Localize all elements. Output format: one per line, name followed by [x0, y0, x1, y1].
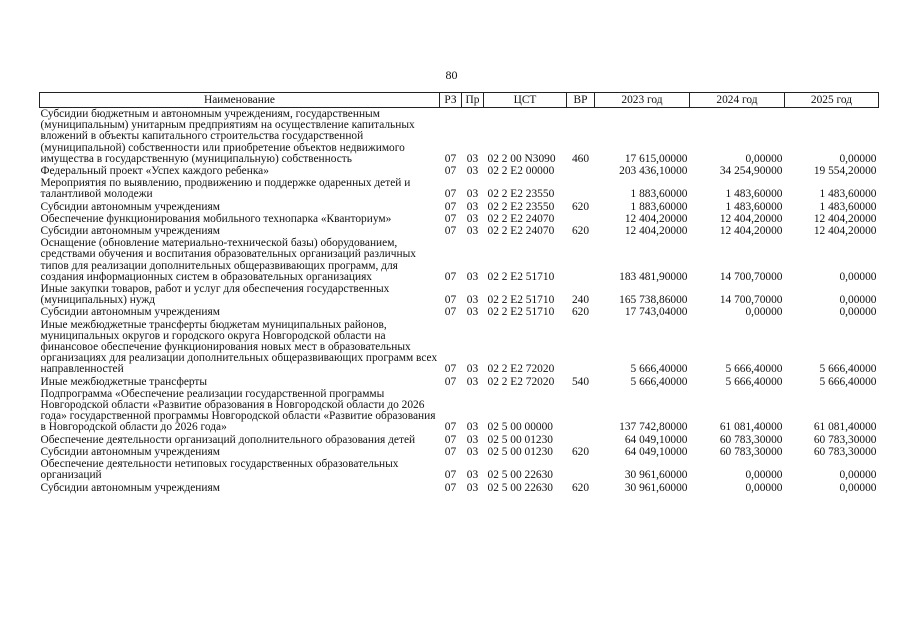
header-2025: 2025 год — [785, 93, 879, 108]
row-2023-value: 17 743,04000 — [624, 306, 688, 319]
row-vr: 620 — [571, 445, 590, 458]
row-2023-value: 1 883,60000 — [630, 188, 688, 201]
row-2024-value: 60 783,30000 — [719, 445, 783, 458]
row-2023-value: 64 049,10000 — [624, 445, 688, 458]
row-cst: 02 2 E2 23550 — [487, 200, 555, 213]
row-cst: 02 5 00 00000 — [487, 421, 553, 434]
row-vr — [567, 434, 595, 446]
table-row — [40, 165, 879, 177]
row-pr: 03 — [466, 433, 479, 446]
row-2024-value: 12 404,20000 — [719, 225, 783, 238]
row-2025-value: 61 081,40000 — [813, 421, 877, 434]
header-row — [40, 93, 879, 108]
row-name: Иные межбюджетные трансферты — [40, 375, 208, 388]
table-row — [40, 108, 879, 166]
row-pr: 03 — [466, 165, 479, 178]
row-2023-value: 5 666,40000 — [630, 375, 688, 388]
table-row — [40, 177, 879, 200]
row-cst: 02 5 00 01230 — [487, 433, 553, 446]
row-cst: 02 2 E2 24070 — [487, 212, 555, 225]
row-pr: 03 — [466, 294, 479, 307]
row-rz: 07 — [444, 165, 457, 178]
row-2024-value: 1 483,60000 — [725, 200, 783, 213]
row-name: Обеспечение функционирования мобильного технопарка «Кванториум» — [40, 212, 392, 225]
table-row — [40, 201, 879, 213]
row-cst: 02 2 E2 23550 — [487, 188, 555, 201]
row-2025-value: 0,00000 — [839, 152, 877, 165]
row-vr: 620 — [571, 306, 590, 319]
row-rz: 07 — [444, 433, 457, 446]
row-2025-value: 0,00000 — [839, 306, 877, 319]
row-rz: 07 — [444, 152, 457, 165]
row-vr — [567, 213, 595, 225]
row-2024-value: 14 700,70000 — [719, 294, 783, 307]
row-2025-value: 1 483,60000 — [819, 188, 877, 201]
row-2024-value: 14 700,70000 — [719, 270, 783, 283]
row-name: Иные закупки товаров, работ и услуг для обеспечения государственных (муниципальных) нужд — [40, 283, 390, 307]
row-2024-value: 1 483,60000 — [725, 188, 783, 201]
row-2023-value: 203 436,10000 — [619, 165, 688, 178]
row-cst: 02 2 E2 72020 — [487, 363, 555, 376]
row-2024-value: 12 404,20000 — [719, 212, 783, 225]
row-2023-value: 1 883,60000 — [630, 200, 688, 213]
row-2024-value: 60 783,30000 — [719, 433, 783, 446]
row-2024-value: 0,00000 — [745, 306, 783, 319]
row-2024-value: 61 081,40000 — [719, 421, 783, 434]
row-cst: 02 2 E2 24070 — [487, 225, 555, 238]
row-2024-value: 34 254,90000 — [719, 165, 783, 178]
row-cst: 02 2 E2 51710 — [487, 306, 555, 319]
row-2024-value: 0,00000 — [745, 481, 783, 494]
row-cst: 02 5 00 01230 — [487, 445, 553, 458]
row-2023-value: 5 666,40000 — [630, 363, 688, 376]
row-2025-value: 1 483,60000 — [819, 200, 877, 213]
table-row — [40, 482, 879, 494]
header-vr: ВР — [567, 93, 595, 108]
page-number: 80 — [445, 68, 458, 82]
table-row — [40, 319, 879, 376]
table-row — [40, 434, 879, 446]
row-rz: 07 — [444, 188, 457, 201]
row-name: Оснащение (обновление материально-технической базы) оборудованием, средствами обучения и воспитания образовательных организаций различных типов для реализации дополнительных общеразвивающих программ, для создания информационных систем в образовательных организациях — [40, 237, 416, 283]
row-pr: 03 — [466, 152, 479, 165]
row-pr: 03 — [466, 375, 479, 388]
table-row — [40, 376, 879, 388]
row-name: Иные межбюджетные трансферты бюджетам муниципальных районов, муниципальных округов и городского округа Новгородской области на финансовое обеспечение функционирования новых мест в образовательных организациях для реализации дополнительных общеразвивающих программ всех направленностей — [40, 318, 438, 376]
table-row — [40, 458, 879, 481]
header-cst: ЦСТ — [484, 93, 567, 108]
row-cst: 02 2 E2 51710 — [487, 294, 555, 307]
row-2025-value: 0,00000 — [839, 469, 877, 482]
row-vr — [567, 165, 595, 177]
row-cst: 02 2 E2 00000 — [487, 165, 555, 178]
row-pr: 03 — [466, 200, 479, 213]
row-pr: 03 — [466, 306, 479, 319]
row-rz: 07 — [444, 200, 457, 213]
row-pr: 03 — [466, 225, 479, 238]
row-rz: 07 — [444, 469, 457, 482]
table-row — [40, 283, 879, 306]
row-2024-value: 5 666,40000 — [725, 363, 783, 376]
row-pr: 03 — [466, 421, 479, 434]
row-vr: 460 — [571, 152, 590, 165]
row-rz: 07 — [444, 294, 457, 307]
row-name: Субсидии автономным учреждениям — [40, 225, 220, 238]
table-row — [40, 237, 879, 283]
row-vr — [567, 319, 595, 376]
row-2023-value: 12 404,20000 — [624, 212, 688, 225]
row-name: Обеспечение деятельности нетиповых государственных образовательных организаций — [40, 458, 399, 482]
header-pr: Пр — [462, 93, 484, 108]
row-vr: 620 — [571, 225, 590, 238]
row-vr — [567, 388, 595, 434]
row-2025-value: 0,00000 — [839, 270, 877, 283]
row-2025-value: 5 666,40000 — [819, 375, 877, 388]
row-rz: 07 — [444, 306, 457, 319]
row-vr — [567, 177, 595, 200]
row-pr: 03 — [466, 188, 479, 201]
row-2025-value: 60 783,30000 — [813, 433, 877, 446]
budget-table — [39, 92, 879, 494]
row-2025-value: 60 783,30000 — [813, 445, 877, 458]
header-rz: РЗ — [440, 93, 462, 108]
row-2025-value: 5 666,40000 — [819, 363, 877, 376]
row-2023-value: 30 961,60000 — [624, 469, 688, 482]
row-2023-value: 30 961,60000 — [624, 481, 688, 494]
row-pr: 03 — [466, 363, 479, 376]
row-rz: 07 — [444, 375, 457, 388]
table-row — [40, 388, 879, 434]
row-name: Мероприятия по выявлению, продвижению и поддержке одаренных детей и талантливой молодежи — [40, 177, 411, 201]
row-2023-value: 17 615,00000 — [624, 152, 688, 165]
row-vr — [567, 458, 595, 481]
row-2023-value: 12 404,20000 — [624, 225, 688, 238]
row-2025-value: 0,00000 — [839, 481, 877, 494]
table-row — [40, 225, 879, 237]
row-pr: 03 — [466, 469, 479, 482]
row-pr: 03 — [466, 270, 479, 283]
row-cst: 02 2 E2 72020 — [487, 375, 555, 388]
row-pr: 03 — [466, 445, 479, 458]
row-name: Субсидии автономным учреждениям — [40, 481, 220, 494]
row-2025-value: 12 404,20000 — [813, 212, 877, 225]
table-row — [40, 306, 879, 318]
header-2023: 2023 год — [595, 93, 690, 108]
row-rz: 07 — [444, 363, 457, 376]
row-rz: 07 — [444, 445, 457, 458]
row-2024-value: 0,00000 — [745, 152, 783, 165]
row-name: Обеспечение деятельности организаций дополнительного образования детей — [40, 433, 416, 446]
row-2023-value: 64 049,10000 — [624, 433, 688, 446]
row-cst: 02 5 00 22630 — [487, 469, 553, 482]
row-vr: 620 — [571, 481, 590, 494]
row-2023-value: 165 738,86000 — [619, 294, 688, 307]
row-vr: 540 — [571, 375, 590, 388]
row-name: Субсидии автономным учреждениям — [40, 306, 220, 319]
row-name: Федеральный проект «Успех каждого ребенка» — [40, 165, 269, 178]
table-row — [40, 446, 879, 458]
row-2025-value: 0,00000 — [839, 294, 877, 307]
row-rz: 07 — [444, 225, 457, 238]
row-cst: 02 2 E2 51710 — [487, 270, 555, 283]
row-name: Подпрограмма «Обеспечение реализации государственной программы Новгородской области «Развитие образования в Новгородской области до 2026 года» государственной программы Новгородской области «Развитие образования в Новгородской области до 2026 года» — [40, 387, 436, 434]
row-2025-value: 12 404,20000 — [813, 225, 877, 238]
row-name: Субсидии автономным учреждениям — [40, 445, 220, 458]
row-cst: 02 5 00 22630 — [487, 481, 553, 494]
row-vr: 620 — [571, 200, 590, 213]
row-2025-value: 19 554,20000 — [813, 165, 877, 178]
row-2024-value: 0,00000 — [745, 469, 783, 482]
row-2023-value: 137 742,80000 — [619, 421, 688, 434]
row-rz: 07 — [444, 421, 457, 434]
header-name: Наименование — [40, 93, 440, 108]
row-rz: 07 — [444, 481, 457, 494]
row-vr: 240 — [571, 294, 590, 307]
row-vr — [567, 237, 595, 283]
row-2024-value: 5 666,40000 — [725, 375, 783, 388]
table-row — [40, 213, 879, 225]
row-rz: 07 — [444, 212, 457, 225]
row-rz: 07 — [444, 270, 457, 283]
row-name: Субсидии бюджетным и автономным учреждениям, государственным (муниципальным) унитарным предприятиям на осуществление капитальных вложений в объекты капитального строительства государственной (муниципальной) собственности или приобретение объектов недвижимого имущества в государственную (муниципальную) собственность — [40, 108, 415, 165]
row-name: Субсидии автономным учреждениям — [40, 200, 220, 213]
row-pr: 03 — [466, 481, 479, 494]
row-2023-value: 183 481,90000 — [619, 270, 688, 283]
row-pr: 03 — [466, 212, 479, 225]
header-2024: 2024 год — [690, 93, 785, 108]
row-cst: 02 2 00 N3090 — [487, 152, 556, 165]
